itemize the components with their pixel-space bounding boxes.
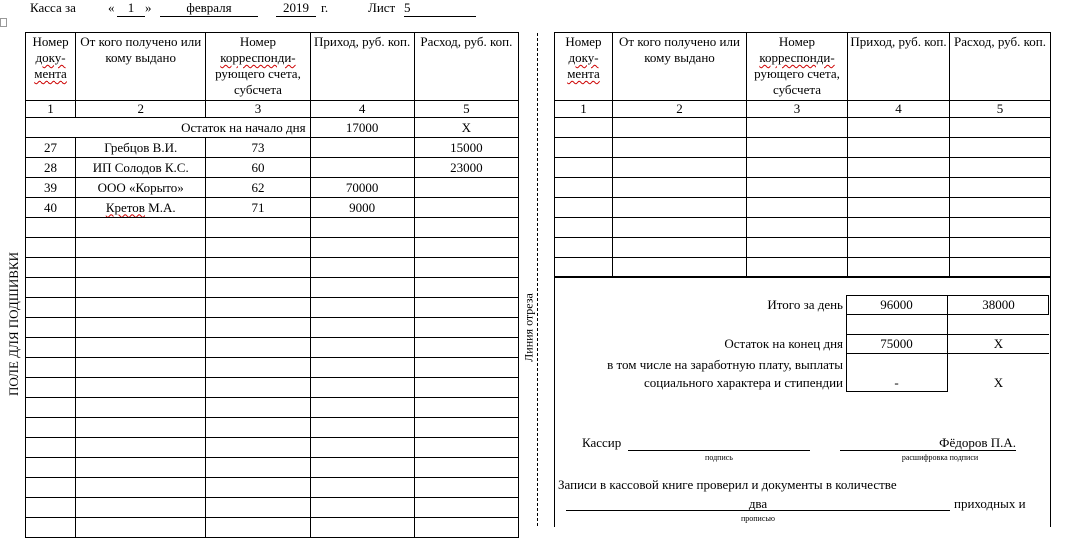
cell-income: 9000 bbox=[310, 198, 414, 218]
cut-line bbox=[537, 33, 538, 526]
empty-cell bbox=[310, 238, 414, 258]
empty-cell bbox=[414, 318, 518, 338]
cell-counterparty: ИП Солодов К.С. bbox=[76, 158, 206, 178]
empty-cell bbox=[26, 378, 76, 398]
empty-cell bbox=[206, 398, 310, 418]
empty-cell bbox=[613, 158, 747, 178]
column-number-row bbox=[26, 101, 519, 118]
empty-row bbox=[26, 258, 519, 278]
empty-cell bbox=[414, 258, 518, 278]
empty-cell bbox=[310, 318, 414, 338]
cell-account: 62 bbox=[206, 178, 310, 198]
col-counterparty-header: От кого получено или кому выдано bbox=[613, 33, 747, 101]
empty-row bbox=[26, 478, 519, 498]
empty-cell bbox=[26, 438, 76, 458]
opening-balance-income: 17000 bbox=[310, 118, 414, 138]
empty-cell bbox=[414, 498, 518, 518]
empty-cell bbox=[76, 458, 206, 478]
empty-cell bbox=[555, 198, 613, 218]
empty-cell bbox=[76, 218, 206, 238]
empty-cell bbox=[206, 218, 310, 238]
empty-cell bbox=[414, 478, 518, 498]
empty-cell bbox=[76, 418, 206, 438]
empty-cell bbox=[414, 218, 518, 238]
empty-cell bbox=[206, 418, 310, 438]
empty-row bbox=[26, 338, 519, 358]
empty-cell bbox=[26, 278, 76, 298]
cell-counterparty: ООО «Корыто» bbox=[76, 178, 206, 198]
empty-cell bbox=[950, 138, 1051, 158]
empty-cell bbox=[747, 218, 848, 238]
empty-cell bbox=[747, 198, 848, 218]
empty-cell bbox=[310, 338, 414, 358]
empty-cell bbox=[848, 238, 950, 258]
empty-cell bbox=[848, 198, 950, 218]
count-hint: прописью bbox=[740, 514, 776, 523]
signature-hint: подпись bbox=[705, 453, 733, 462]
empty-cell bbox=[76, 498, 206, 518]
empty-cell bbox=[26, 338, 76, 358]
empty-row bbox=[26, 298, 519, 318]
empty-cell bbox=[26, 238, 76, 258]
col-account-header: Номер корреспонди- рующего счета, субсчета bbox=[747, 33, 848, 101]
count-words: два bbox=[748, 496, 768, 511]
quote-close: » bbox=[145, 0, 152, 15]
right-cash-table bbox=[554, 32, 1051, 278]
empty-cell bbox=[76, 258, 206, 278]
empty-cell bbox=[747, 138, 848, 158]
cell-income bbox=[310, 158, 414, 178]
empty-cell bbox=[76, 318, 206, 338]
cell-account: 60 bbox=[206, 158, 310, 178]
cell-counterparty: Гребцов В.И. bbox=[76, 138, 206, 158]
empty-row bbox=[26, 278, 519, 298]
empty-cell bbox=[310, 478, 414, 498]
empty-rows bbox=[26, 218, 519, 538]
empty-cell bbox=[414, 298, 518, 318]
empty-cell bbox=[747, 158, 848, 178]
col-num-3: 3 bbox=[747, 101, 848, 118]
empty-cell bbox=[310, 458, 414, 478]
cashier-name: Фёдоров П.А. bbox=[939, 435, 1016, 450]
empty-cell bbox=[848, 158, 950, 178]
empty-cell bbox=[310, 418, 414, 438]
col-account-header: Номер корреспонди- рующего счета, субсчета bbox=[206, 33, 310, 101]
empty-cell bbox=[613, 218, 747, 238]
empty-cell bbox=[310, 498, 414, 518]
empty-cell bbox=[310, 398, 414, 418]
empty-cell bbox=[26, 398, 76, 418]
including-salary-expense: Х bbox=[993, 375, 1004, 390]
empty-cell bbox=[414, 418, 518, 438]
empty-cell bbox=[206, 498, 310, 518]
empty-cell bbox=[613, 138, 747, 158]
col-num-5: 5 bbox=[414, 101, 518, 118]
empty-cell bbox=[555, 258, 613, 278]
col-expense-header: Расход, руб. коп. bbox=[950, 33, 1051, 101]
empty-cell bbox=[76, 478, 206, 498]
empty-row bbox=[26, 318, 519, 338]
empty-cell bbox=[747, 178, 848, 198]
empty-cell bbox=[613, 258, 747, 278]
empty-cell bbox=[206, 338, 310, 358]
empty-cell bbox=[848, 178, 950, 198]
empty-row bbox=[26, 438, 519, 458]
empty-cell bbox=[206, 318, 310, 338]
day-field: 1 bbox=[117, 0, 145, 17]
opening-balance-label: Остаток на начало дня bbox=[26, 118, 311, 138]
table-header-row bbox=[26, 33, 519, 101]
cell-counterparty: Кретов М.А. bbox=[76, 198, 206, 218]
cell-doc: 27 bbox=[26, 138, 76, 158]
empty-cell bbox=[555, 218, 613, 238]
empty-row bbox=[26, 498, 519, 518]
empty-cell bbox=[414, 438, 518, 458]
col-counterparty-header: От кого получено или кому выдано bbox=[76, 33, 206, 101]
including-salary-income: - bbox=[894, 375, 899, 390]
empty-row bbox=[26, 358, 519, 378]
cell-expense: 15000 bbox=[414, 138, 518, 158]
empty-row bbox=[26, 238, 519, 258]
cell-doc: 28 bbox=[26, 158, 76, 178]
empty-cell bbox=[414, 378, 518, 398]
month-field: февраля bbox=[160, 0, 258, 17]
empty-row bbox=[26, 398, 519, 418]
empty-cell bbox=[950, 238, 1051, 258]
col-num-3: 3 bbox=[206, 101, 310, 118]
cashier-label: Кассир bbox=[582, 435, 622, 450]
empty-cell bbox=[848, 138, 950, 158]
including-salary-line2: социального характера и стипендии bbox=[643, 375, 843, 390]
empty-cell bbox=[26, 298, 76, 318]
total-day-label: Итого за день bbox=[767, 297, 843, 312]
table-row bbox=[26, 178, 519, 198]
empty-cell bbox=[747, 238, 848, 258]
empty-cell bbox=[747, 258, 848, 278]
quote-open: « bbox=[108, 0, 115, 15]
empty-cell bbox=[206, 458, 310, 478]
empty-row bbox=[26, 418, 519, 438]
empty-cell bbox=[206, 438, 310, 458]
name-hint: расшифровка подписи bbox=[901, 453, 979, 462]
empty-cell bbox=[848, 218, 950, 238]
empty-row bbox=[555, 198, 1051, 218]
empty-cell bbox=[26, 318, 76, 338]
empty-cell bbox=[555, 158, 613, 178]
empty-cell bbox=[414, 398, 518, 418]
cell-income bbox=[310, 138, 414, 158]
empty-cell bbox=[747, 118, 848, 138]
table-row bbox=[26, 158, 519, 178]
table-header-row bbox=[555, 33, 1051, 101]
cell-expense: 23000 bbox=[414, 158, 518, 178]
col-num-4: 4 bbox=[310, 101, 414, 118]
cell-doc: 40 bbox=[26, 198, 76, 218]
empty-cell bbox=[613, 118, 747, 138]
closing-balance-expense: Х bbox=[993, 336, 1004, 351]
empty-row bbox=[555, 158, 1051, 178]
empty-cell bbox=[26, 358, 76, 378]
cell-account: 71 bbox=[206, 198, 310, 218]
empty-cell bbox=[613, 198, 747, 218]
binding-field-label: ПОЛЕ ДЛЯ ПОДШИВКИ bbox=[6, 252, 21, 396]
empty-row bbox=[26, 378, 519, 398]
empty-row bbox=[26, 518, 519, 538]
closing-balance-income: 75000 bbox=[880, 336, 913, 351]
empty-cell bbox=[26, 218, 76, 238]
empty-row bbox=[26, 218, 519, 238]
sheet-label: Лист bbox=[368, 0, 396, 15]
empty-cell bbox=[206, 378, 310, 398]
empty-cell bbox=[950, 198, 1051, 218]
empty-cell bbox=[414, 358, 518, 378]
empty-cell bbox=[206, 298, 310, 318]
empty-cell bbox=[555, 238, 613, 258]
empty-cell bbox=[76, 398, 206, 418]
empty-cell bbox=[555, 178, 613, 198]
empty-cell bbox=[76, 378, 206, 398]
empty-cell bbox=[26, 418, 76, 438]
empty-cell bbox=[76, 438, 206, 458]
column-number-row bbox=[555, 101, 1051, 118]
empty-row bbox=[555, 118, 1051, 138]
empty-cell bbox=[206, 518, 310, 538]
empty-cell bbox=[26, 518, 76, 538]
col-num-2: 2 bbox=[76, 101, 206, 118]
cell-income: 70000 bbox=[310, 178, 414, 198]
empty-row bbox=[555, 138, 1051, 158]
table-row bbox=[26, 138, 519, 158]
empty-cell bbox=[950, 158, 1051, 178]
cell-expense bbox=[414, 198, 518, 218]
cell-doc: 39 bbox=[26, 178, 76, 198]
empty-cell bbox=[26, 458, 76, 478]
col-income-header: Приход, руб. коп. bbox=[848, 33, 950, 101]
empty-cell bbox=[310, 358, 414, 378]
empty-cell bbox=[76, 298, 206, 318]
including-salary-line1: в том числе на заработную плату, выплаты bbox=[607, 357, 843, 372]
empty-cell bbox=[26, 498, 76, 518]
empty-cell bbox=[414, 278, 518, 298]
empty-cell bbox=[206, 258, 310, 278]
kassa-za-label: Касса за bbox=[30, 0, 76, 15]
empty-row bbox=[26, 458, 519, 478]
empty-cell bbox=[206, 238, 310, 258]
col-expense-header: Расход, руб. коп. bbox=[414, 33, 518, 101]
empty-cell bbox=[555, 138, 613, 158]
empty-cell bbox=[206, 358, 310, 378]
col-num-1: 1 bbox=[555, 101, 613, 118]
cashier-name-line bbox=[840, 450, 1016, 451]
empty-cell bbox=[950, 218, 1051, 238]
left-cash-table bbox=[25, 32, 519, 538]
empty-cell bbox=[76, 278, 206, 298]
corner-marker bbox=[0, 18, 7, 27]
empty-row bbox=[555, 178, 1051, 198]
empty-cell bbox=[310, 378, 414, 398]
cashier-signature-line bbox=[628, 450, 810, 451]
col-doc-number-header: Номер доку- мента bbox=[26, 33, 76, 101]
opening-balance-expense: Х bbox=[414, 118, 518, 138]
empty-cell bbox=[310, 438, 414, 458]
empty-cell bbox=[76, 358, 206, 378]
year-field: 2019 bbox=[276, 0, 316, 17]
empty-cell bbox=[414, 458, 518, 478]
empty-cell bbox=[414, 238, 518, 258]
empty-cell bbox=[310, 258, 414, 278]
col-doc-number-header: Номер доку- мента bbox=[555, 33, 613, 101]
year-suffix: г. bbox=[321, 0, 329, 15]
opening-balance-row bbox=[26, 118, 519, 138]
cell-account: 73 bbox=[206, 138, 310, 158]
check-text: Записи в кассовой книге проверил и документы в количестве bbox=[558, 477, 897, 492]
empty-cell bbox=[76, 238, 206, 258]
empty-cell bbox=[206, 478, 310, 498]
total-day-expense: 38000 bbox=[982, 297, 1015, 312]
empty-cell bbox=[310, 218, 414, 238]
empty-cell bbox=[848, 118, 950, 138]
empty-cell bbox=[310, 278, 414, 298]
empty-cell bbox=[26, 478, 76, 498]
empty-cell bbox=[414, 518, 518, 538]
empty-cell bbox=[950, 258, 1051, 278]
empty-cell bbox=[950, 178, 1051, 198]
total-day-income: 96000 bbox=[880, 297, 913, 312]
col-num-1: 1 bbox=[26, 101, 76, 118]
empty-cell bbox=[555, 118, 613, 138]
empty-cell bbox=[206, 278, 310, 298]
empty-cell bbox=[310, 518, 414, 538]
tail-text: приходных и bbox=[954, 496, 1026, 511]
empty-rows bbox=[555, 118, 1051, 278]
empty-cell bbox=[613, 178, 747, 198]
empty-row bbox=[555, 218, 1051, 238]
table-row bbox=[26, 198, 519, 218]
empty-cell bbox=[310, 298, 414, 318]
col-num-2: 2 bbox=[613, 101, 747, 118]
empty-cell bbox=[76, 338, 206, 358]
empty-row bbox=[555, 238, 1051, 258]
cut-line-label: Линия отреза bbox=[521, 293, 536, 362]
sheet-number: 5 bbox=[404, 0, 476, 17]
col-income-header: Приход, руб. коп. bbox=[310, 33, 414, 101]
empty-row bbox=[555, 258, 1051, 278]
closing-balance-label: Остаток на конец дня bbox=[724, 336, 843, 351]
cell-expense bbox=[414, 178, 518, 198]
empty-cell bbox=[76, 518, 206, 538]
empty-cell bbox=[613, 238, 747, 258]
col-num-4: 4 bbox=[848, 101, 950, 118]
col-num-5: 5 bbox=[950, 101, 1051, 118]
empty-cell bbox=[26, 258, 76, 278]
empty-cell bbox=[848, 258, 950, 278]
empty-cell bbox=[414, 338, 518, 358]
empty-cell bbox=[950, 118, 1051, 138]
